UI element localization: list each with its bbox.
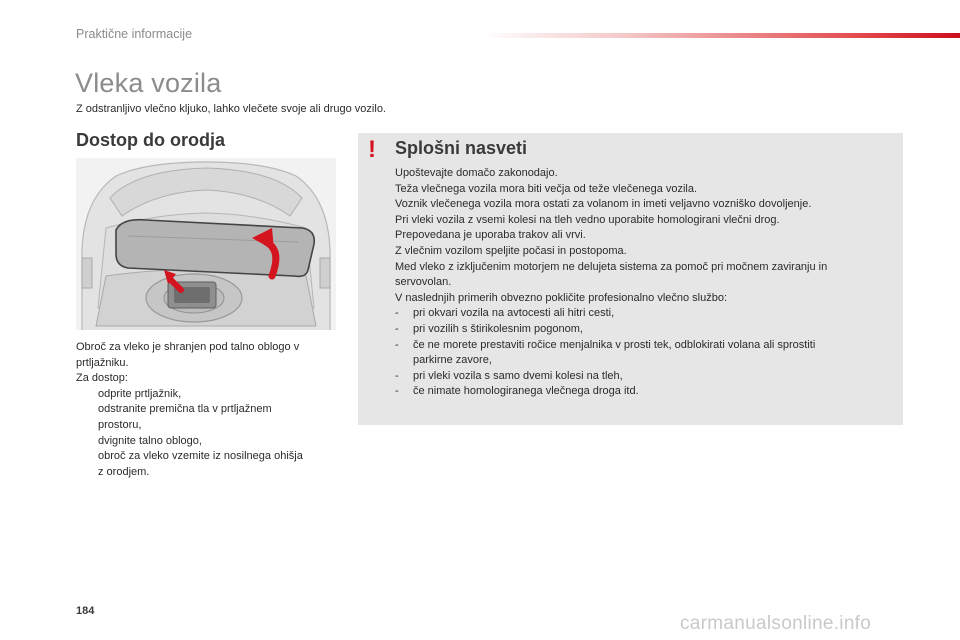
header-accent-bar [480, 33, 960, 38]
case-3-line-1: če ne morete prestaviti ročice menjalnika v prosti tek, odblokirati volana ali sprostiti [413, 338, 816, 351]
access-steps-list [76, 387, 338, 481]
tow-service-cases-list [395, 306, 895, 400]
advice-paragraph-3: Voznik vlečenega vozila mora ostati za volanom in imeti veljavno vozniško dovoljenje. [395, 198, 812, 211]
list-item [395, 384, 895, 400]
advice-paragraph-2: Teža vlečnega vozila mora biti večja od teže vlečenega vozila. [395, 182, 698, 195]
engine-off-line-1: Med vleko z izključenim motorjem ne delujeta sistema za pomoč pri močnem zaviranju in [395, 260, 828, 273]
case-1-line-1: pri okvari vozila na avtocesti ali hitri cesti, [413, 307, 615, 320]
tool-access-heading: Dostop do orodja [76, 130, 225, 150]
general-advice-text [395, 166, 895, 400]
advice-paragraph-4: Pri vleki vozila z vsemi kolesi na tleh vedno uporabite homologirani vlečni drog. [395, 213, 780, 226]
tool-access-text [76, 340, 338, 480]
dash-marker: - [395, 385, 399, 398]
intro-line-1: Obroč za vleko je shranjen pod talno oblogo v [76, 341, 300, 353]
exclamation-icon: ! [368, 136, 376, 163]
dash-marker: - [395, 338, 399, 351]
page-subtitle: Z odstranljivo vlečno kljuko, lahko vlečete svoje ali drugo vozilo. [76, 103, 386, 115]
list-item [395, 306, 895, 322]
trunk-illustration-svg [76, 158, 336, 330]
case-5-line-1: če nimate homologiranega vlečnega droga itd. [413, 385, 639, 398]
list-item [76, 434, 338, 450]
step-2-line-2: prostoru, [98, 418, 142, 431]
step-2-line-1: odstranite premična tla v prtljažnem [98, 403, 272, 416]
dash-marker: - [395, 369, 399, 382]
step-4-line-2: z orodjem. [98, 465, 150, 478]
watermark: carmanualsonline.info [680, 613, 872, 634]
dash-marker: - [395, 322, 399, 335]
list-item [76, 402, 338, 433]
advice-paragraph-5: Prepovedana je uporaba trakov ali vrvi. [395, 229, 586, 242]
list-item [395, 369, 895, 385]
case-3-line-2: parkirne zavore, [413, 354, 492, 367]
list-item [76, 387, 338, 403]
section-label: Praktične informacije [76, 27, 193, 41]
intro-line-2: prtljažniku. [76, 356, 129, 369]
step-4-line-1: obroč za vleko vzemite iz nosilnega ohišja [98, 450, 303, 463]
list-item [395, 338, 895, 369]
case-4-line-1: pri vleki vozila s samo dvemi kolesi na tleh, [413, 369, 623, 382]
list-intro: Za dostop: [76, 372, 128, 385]
dash-marker: - [395, 307, 399, 320]
step-1-line-1: odprite prtljažnik, [98, 387, 182, 400]
general-advice-heading: Splošni nasveti [395, 138, 528, 158]
page-number: 184 [76, 605, 95, 617]
engine-off-line-2: servovolan. [395, 276, 452, 289]
advice-paragraph-1: Upoštevajte domačo zakonodajo. [395, 167, 558, 179]
list-item [76, 449, 338, 480]
case-2-line-1: pri vozilih s štirikolesnim pogonom, [413, 322, 583, 335]
step-3-line-1: dvignite talno oblogo, [98, 434, 202, 447]
service-intro: V naslednjih primerih obvezno pokličite profesionalno vlečno službo: [395, 291, 728, 304]
car-trunk-floor-illustration [76, 158, 336, 330]
page-title: Vleka vozila [75, 68, 222, 98]
list-item [395, 322, 895, 338]
advice-paragraph-6: Z vlečnim vozilom speljite počasi in postopoma. [395, 244, 627, 257]
